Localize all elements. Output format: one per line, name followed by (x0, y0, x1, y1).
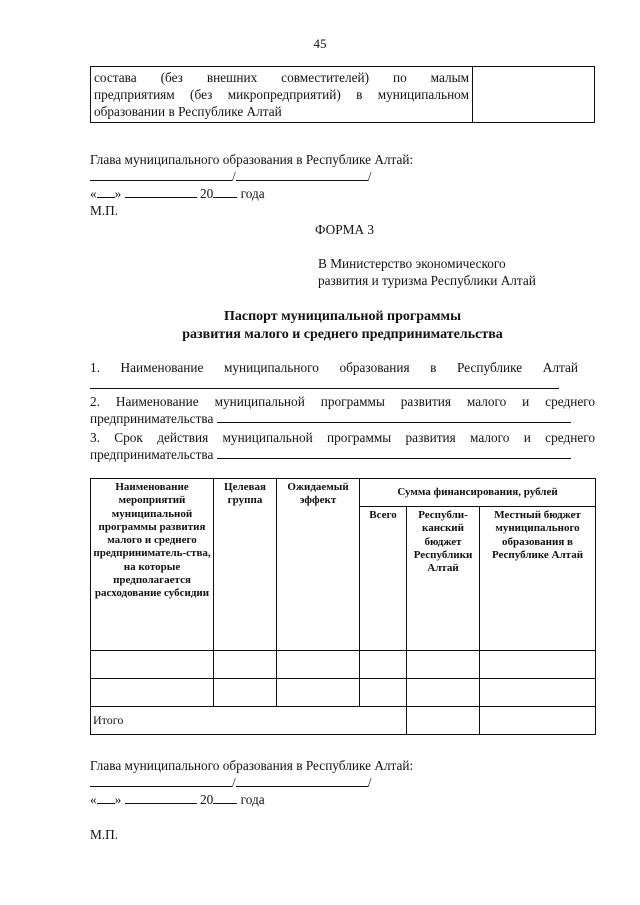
quote-open: « (90, 186, 97, 201)
name-blank (236, 774, 368, 787)
table-cell (360, 651, 407, 679)
year-prefix: 20 (199, 792, 214, 807)
date-line (90, 185, 265, 202)
item-3-text: предпринимательства (90, 447, 214, 462)
name-blank (236, 168, 368, 181)
header-target-group: Целевая группа (214, 479, 277, 651)
continuation-line-1: состава (без внешних совместителей) по малым (94, 70, 469, 85)
table-cell (91, 679, 214, 707)
header-funding: Сумма финансирования, рублей (360, 479, 596, 507)
table-cell (480, 679, 596, 707)
table-row (91, 679, 596, 707)
item-1: 1. Наименование муниципального образования в Республике Алтай (90, 360, 578, 375)
table-cell (480, 707, 596, 735)
program-table (90, 478, 596, 735)
continuation-table (90, 66, 595, 123)
item-2-line-1: 2. Наименование муниципальной программы развития малого и среднего (90, 394, 595, 409)
year-blank (213, 791, 237, 804)
total-label: Итого (91, 707, 407, 735)
table-row (91, 651, 596, 679)
header-activities: Наименование мероприятий муниципальной программы развития малого и среднего предприниматель-ства, на которые предполагается расходование субсидии (91, 479, 214, 651)
table-cell (214, 679, 277, 707)
signature-title-2: Глава муниципального образования в Республике Алтай: (90, 758, 414, 773)
day-blank (97, 185, 115, 198)
total-row (91, 707, 596, 735)
month-blank (125, 791, 197, 804)
table-cell (277, 679, 360, 707)
quote-close: » (114, 792, 122, 807)
table-cell (91, 651, 214, 679)
slash: / (232, 775, 236, 790)
continuation-line-2: предприятиям (без микропредприятий) в муниципальном (94, 87, 469, 102)
year-blank (213, 185, 237, 198)
item-2-line-2 (90, 410, 595, 427)
seal-label-2: М.П. (90, 827, 119, 842)
signature-blank (90, 168, 232, 181)
day-blank (97, 791, 115, 804)
signature-line-2 (90, 774, 371, 791)
table-cell (277, 651, 360, 679)
signature-blank (90, 774, 232, 787)
continuation-line-3: образовании в Республике Алтай (94, 104, 282, 119)
passport-title-2: развития малого и среднего предпринимательства (182, 327, 503, 342)
recipient-line-1: В Министерство экономического (318, 256, 506, 271)
slash: / (232, 169, 236, 184)
table-cell (407, 679, 480, 707)
item-3-line-2 (90, 446, 595, 463)
seal-label: М.П. (90, 203, 119, 218)
month-blank (125, 185, 197, 198)
header-expected-effect: Ожидаемый эффект (277, 479, 360, 651)
quote-open: « (90, 792, 97, 807)
slash: / (367, 169, 372, 184)
page-number: 45 (313, 36, 327, 51)
table-cell (480, 651, 596, 679)
header-total: Всего (360, 507, 407, 651)
table-cell (407, 707, 480, 735)
form-label: ФОРМА 3 (315, 222, 375, 237)
slash: / (367, 775, 372, 790)
item-3-blank (217, 446, 571, 459)
item-2-blank (217, 410, 571, 423)
year-prefix: 20 (199, 186, 214, 201)
header-republic-budget: Республи-канский бюджет Республики Алтай (407, 507, 480, 651)
header-local-budget: Местный бюджет муниципального образования в Республике Алтай (480, 507, 596, 651)
date-line-2 (90, 791, 265, 808)
year-suffix: года (240, 186, 265, 201)
item-2-text: предпринимательства (90, 411, 214, 426)
item-1-blank (90, 388, 559, 389)
table-cell (360, 679, 407, 707)
signature-line (90, 168, 371, 185)
table-cell (214, 651, 277, 679)
passport-title-1: Паспорт муниципальной программы (223, 309, 462, 324)
recipient-line-2: развития и туризма Республики Алтай (318, 273, 536, 288)
continuation-cell-left (91, 67, 473, 123)
item-3-line-1: 3. Срок действия муниципальной программы развития малого и среднего (90, 430, 595, 445)
table-cell (407, 651, 480, 679)
quote-close: » (114, 186, 122, 201)
year-suffix: года (240, 792, 265, 807)
continuation-cell-right (473, 67, 595, 123)
signature-title: Глава муниципального образования в Республике Алтай: (90, 152, 414, 167)
